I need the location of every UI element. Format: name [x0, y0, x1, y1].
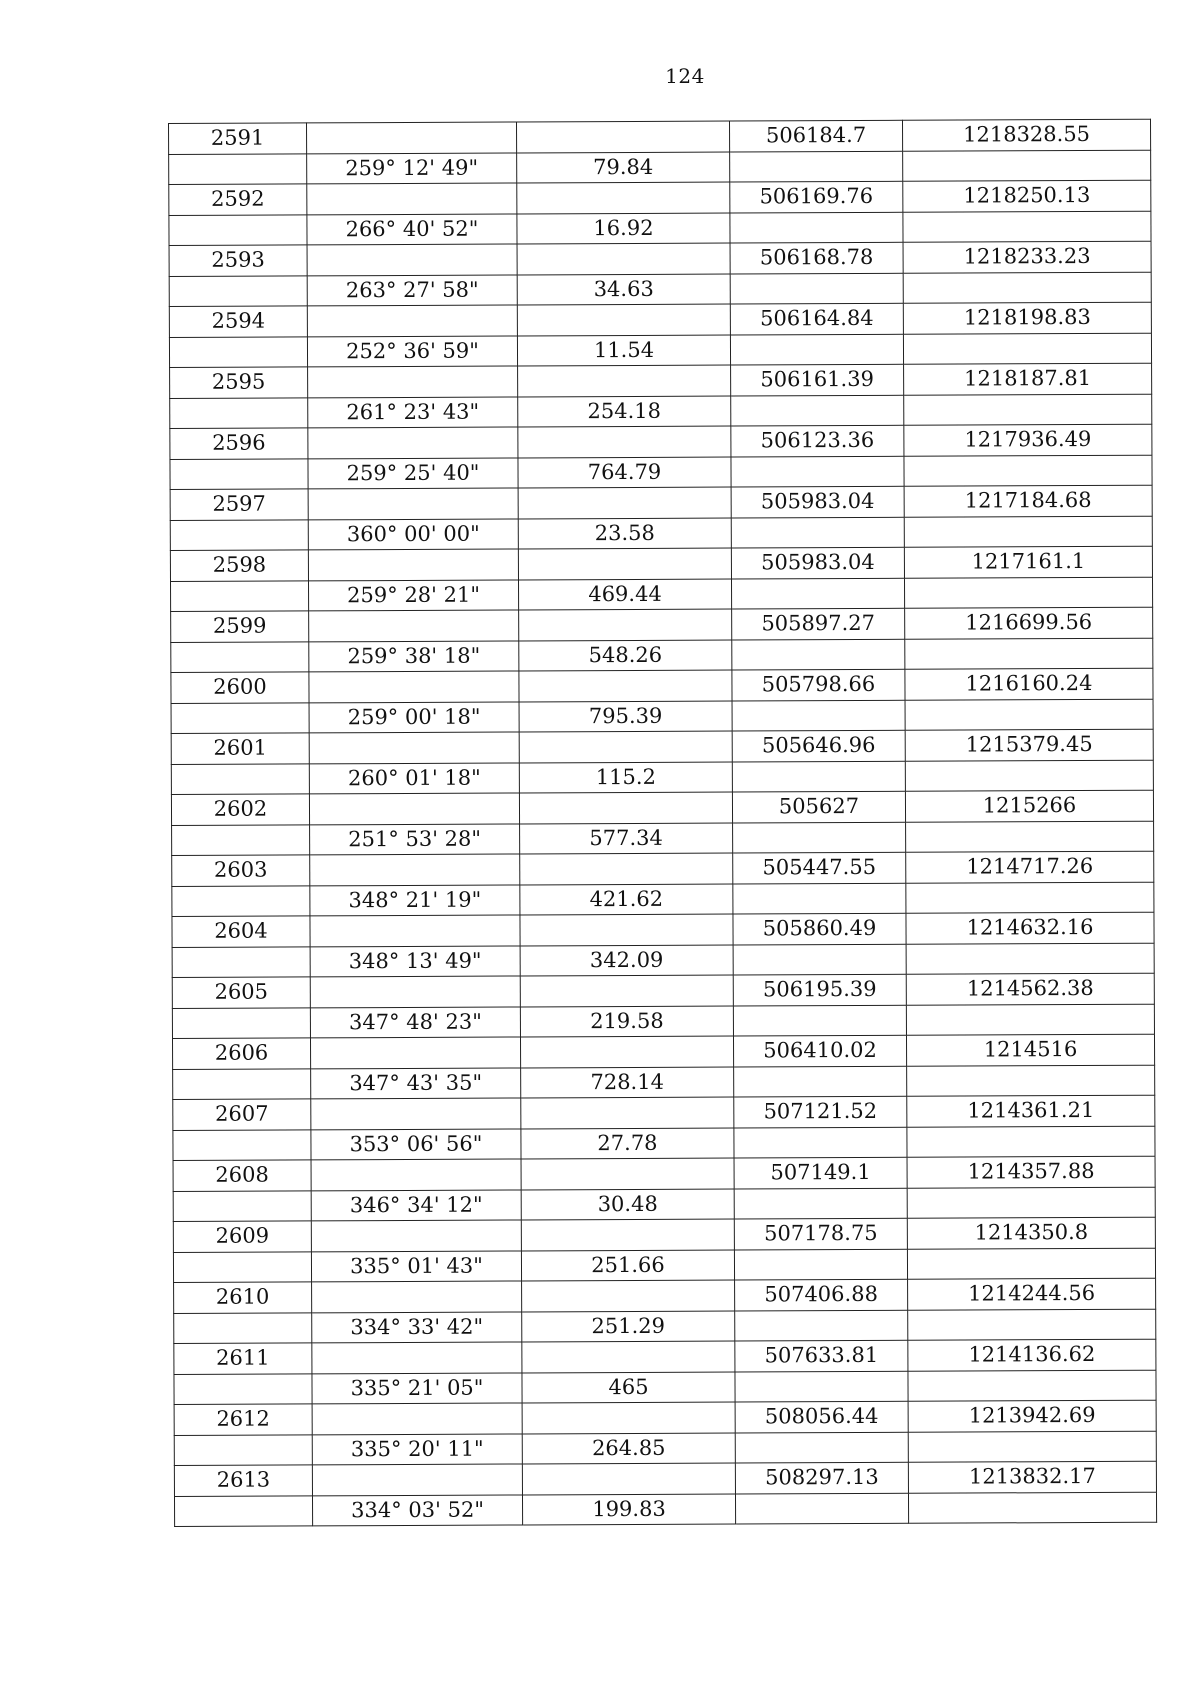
northing-cell: 507633.81 — [735, 1340, 908, 1371]
empty-northing-cell — [730, 334, 903, 365]
station-row — [169, 119, 1151, 154]
station-row — [171, 607, 1153, 642]
empty-station-cell — [172, 1007, 310, 1038]
empty-easting-cell — [905, 638, 1153, 670]
empty-easting-cell — [905, 699, 1153, 731]
station-row — [173, 1217, 1155, 1252]
bearing-cell: 353° 06' 56" — [311, 1128, 521, 1159]
bearing-cell: 261° 23' 43" — [308, 396, 518, 427]
empty-bearing-cell — [310, 1037, 520, 1068]
station-cell: 2602 — [171, 794, 309, 825]
empty-station-cell — [173, 1129, 311, 1160]
bearing-cell: 348° 21' 19" — [310, 884, 520, 915]
bearing-cell: 360° 00' 00" — [308, 518, 518, 549]
empty-bearing-cell — [307, 305, 517, 336]
station-cell: 2599 — [171, 611, 309, 642]
easting-cell: 1216699.56 — [905, 607, 1153, 639]
empty-station-cell — [174, 1495, 312, 1526]
empty-easting-cell — [906, 1004, 1154, 1036]
table-body — [169, 119, 1157, 1526]
bearing-cell: 252° 36' 59" — [307, 335, 517, 366]
empty-distance-cell — [522, 1341, 735, 1372]
station-cell: 2613 — [174, 1465, 312, 1496]
empty-easting-cell — [907, 1126, 1155, 1158]
station-cell: 2592 — [169, 184, 307, 215]
station-cell: 2594 — [169, 306, 307, 337]
empty-northing-cell — [733, 822, 906, 853]
traverse-leg-row — [173, 1065, 1155, 1100]
northing-cell: 505983.04 — [731, 486, 904, 517]
traverse-leg-row — [172, 1004, 1154, 1039]
empty-distance-cell — [518, 548, 731, 579]
easting-cell: 1217936.49 — [904, 424, 1152, 456]
empty-distance-cell — [518, 426, 731, 457]
empty-distance-cell — [517, 304, 730, 335]
traverse-leg-row — [172, 821, 1154, 856]
traverse-leg-row — [172, 882, 1154, 917]
northing-cell: 507149.1 — [734, 1157, 907, 1188]
station-row — [170, 485, 1152, 520]
empty-distance-cell — [518, 365, 731, 396]
station-row — [174, 1461, 1156, 1496]
empty-bearing-cell — [309, 671, 519, 702]
empty-northing-cell — [734, 1127, 907, 1158]
station-cell: 2597 — [170, 489, 308, 520]
station-row — [172, 973, 1154, 1008]
empty-distance-cell — [520, 1036, 733, 1067]
empty-northing-cell — [730, 212, 903, 243]
empty-easting-cell — [905, 760, 1153, 792]
empty-easting-cell — [908, 1370, 1156, 1402]
bearing-cell: 347° 43' 35" — [311, 1067, 521, 1098]
station-cell: 2591 — [169, 123, 307, 154]
empty-distance-cell — [522, 1402, 735, 1433]
easting-cell: 1214357.88 — [907, 1156, 1155, 1188]
empty-northing-cell — [733, 1005, 906, 1036]
station-cell: 2611 — [174, 1343, 312, 1374]
easting-cell: 1214361.21 — [907, 1095, 1155, 1127]
empty-northing-cell — [731, 517, 904, 548]
northing-cell: 506195.39 — [733, 974, 906, 1005]
empty-bearing-cell — [312, 1464, 522, 1495]
distance-cell: 27.78 — [521, 1128, 734, 1159]
empty-bearing-cell — [312, 1403, 522, 1434]
empty-easting-cell — [908, 1431, 1156, 1463]
bearing-cell: 260° 01' 18" — [309, 762, 519, 793]
empty-easting-cell — [904, 394, 1152, 426]
empty-bearing-cell — [308, 366, 518, 397]
easting-cell: 1214350.8 — [907, 1217, 1155, 1249]
empty-distance-cell — [522, 1463, 735, 1494]
traverse-leg-row — [173, 1248, 1155, 1283]
empty-northing-cell — [734, 1066, 907, 1097]
easting-cell: 1214632.16 — [906, 912, 1154, 944]
distance-cell: 577.34 — [520, 823, 733, 854]
empty-easting-cell — [903, 333, 1151, 365]
distance-cell: 465 — [522, 1372, 735, 1403]
empty-station-cell — [173, 1068, 311, 1099]
empty-station-cell — [172, 885, 310, 916]
empty-bearing-cell — [311, 1220, 521, 1251]
empty-distance-cell — [521, 1158, 734, 1189]
distance-cell: 79.84 — [517, 152, 730, 183]
station-cell: 2596 — [170, 428, 308, 459]
easting-cell: 1218233.23 — [903, 241, 1151, 273]
easting-cell: 1213942.69 — [908, 1400, 1156, 1432]
station-row — [174, 1339, 1156, 1374]
northing-cell: 505627 — [732, 791, 905, 822]
northing-cell: 505447.55 — [733, 852, 906, 883]
bearing-cell: 263° 27' 58" — [307, 274, 517, 305]
northing-cell: 505798.66 — [732, 669, 905, 700]
station-cell: 2607 — [173, 1099, 311, 1130]
station-cell: 2593 — [169, 245, 307, 276]
distance-cell: 219.58 — [520, 1006, 733, 1037]
traverse-leg-row — [174, 1309, 1156, 1344]
distance-cell: 342.09 — [520, 945, 733, 976]
traverse-leg-row — [173, 1187, 1155, 1222]
empty-northing-cell — [732, 700, 905, 731]
empty-station-cell — [174, 1434, 312, 1465]
empty-bearing-cell — [310, 854, 520, 885]
distance-cell: 764.79 — [518, 457, 731, 488]
station-row — [172, 851, 1154, 886]
empty-northing-cell — [734, 1188, 907, 1219]
empty-distance-cell — [519, 609, 732, 640]
empty-easting-cell — [907, 1187, 1155, 1219]
empty-bearing-cell — [308, 427, 518, 458]
station-row — [170, 363, 1152, 398]
empty-bearing-cell — [307, 183, 517, 214]
traverse-leg-row — [169, 150, 1151, 185]
easting-cell: 1218250.13 — [903, 180, 1151, 212]
empty-easting-cell — [903, 150, 1151, 182]
empty-station-cell — [172, 824, 310, 855]
empty-station-cell — [171, 641, 309, 672]
traverse-leg-row — [173, 1126, 1155, 1161]
northing-cell: 505646.96 — [732, 730, 905, 761]
distance-cell: 264.85 — [522, 1433, 735, 1464]
station-row — [171, 668, 1153, 703]
bearing-cell: 334° 33' 42" — [312, 1311, 522, 1342]
distance-cell: 34.63 — [517, 274, 730, 305]
traverse-leg-row — [174, 1492, 1156, 1527]
empty-northing-cell — [733, 944, 906, 975]
empty-station-cell — [170, 580, 308, 611]
station-cell: 2601 — [171, 733, 309, 764]
empty-distance-cell — [519, 792, 732, 823]
empty-station-cell — [169, 153, 307, 184]
empty-northing-cell — [731, 456, 904, 487]
traverse-leg-row — [170, 516, 1152, 551]
station-row — [170, 546, 1152, 581]
empty-easting-cell — [904, 455, 1152, 487]
station-cell: 2604 — [172, 916, 310, 947]
station-row — [169, 180, 1151, 215]
empty-northing-cell — [734, 1249, 907, 1280]
station-cell: 2612 — [174, 1404, 312, 1435]
station-cell: 2595 — [170, 367, 308, 398]
northing-cell: 506123.36 — [731, 425, 904, 456]
empty-bearing-cell — [310, 915, 520, 946]
empty-station-cell — [169, 275, 307, 306]
easting-cell: 1215379.45 — [905, 729, 1153, 761]
empty-northing-cell — [735, 1432, 908, 1463]
station-cell: 2609 — [173, 1221, 311, 1252]
easting-cell: 1215266 — [905, 790, 1153, 822]
page-number: 124 — [665, 64, 705, 88]
northing-cell: 507178.75 — [734, 1218, 907, 1249]
traverse-leg-row — [171, 638, 1153, 673]
bearing-cell: 348° 13' 49" — [310, 945, 520, 976]
empty-easting-cell — [907, 1065, 1155, 1097]
station-row — [173, 1156, 1155, 1191]
empty-distance-cell — [517, 243, 730, 274]
empty-bearing-cell — [308, 549, 518, 580]
station-cell: 2603 — [172, 855, 310, 886]
station-cell: 2598 — [170, 550, 308, 581]
empty-distance-cell — [517, 182, 730, 213]
easting-cell: 1213832.17 — [908, 1461, 1156, 1493]
bearing-cell: 259° 00' 18" — [309, 701, 519, 732]
distance-cell: 30.48 — [521, 1189, 734, 1220]
traverse-leg-row — [169, 211, 1151, 246]
empty-bearing-cell — [309, 793, 519, 824]
bearing-cell: 334° 03' 52" — [312, 1494, 522, 1525]
distance-cell: 251.66 — [521, 1250, 734, 1281]
empty-distance-cell — [520, 914, 733, 945]
distance-cell: 115.2 — [519, 762, 732, 793]
easting-cell: 1218187.81 — [904, 363, 1152, 395]
bearing-cell: 346° 34' 12" — [311, 1189, 521, 1220]
traverse-leg-row — [169, 272, 1151, 307]
traverse-leg-row — [174, 1370, 1156, 1405]
station-cell: 2608 — [173, 1160, 311, 1191]
empty-station-cell — [170, 458, 308, 489]
northing-cell: 508297.13 — [735, 1462, 908, 1493]
station-row — [174, 1400, 1156, 1435]
bearing-cell: 259° 25' 40" — [308, 457, 518, 488]
northing-cell: 506410.02 — [733, 1035, 906, 1066]
empty-northing-cell — [732, 639, 905, 670]
empty-bearing-cell — [310, 976, 520, 1007]
empty-distance-cell — [521, 1219, 734, 1250]
northing-cell: 506161.39 — [731, 364, 904, 395]
easting-cell: 1214136.62 — [908, 1339, 1156, 1371]
easting-cell: 1214516 — [906, 1034, 1154, 1066]
empty-easting-cell — [904, 516, 1152, 548]
distance-cell: 11.54 — [517, 335, 730, 366]
empty-bearing-cell — [309, 732, 519, 763]
bearing-cell: 266° 40' 52" — [307, 213, 517, 244]
distance-cell: 795.39 — [519, 701, 732, 732]
empty-bearing-cell — [308, 488, 518, 519]
northing-cell: 506164.84 — [730, 303, 903, 334]
easting-cell: 1217161.1 — [904, 546, 1152, 578]
empty-station-cell — [172, 946, 310, 977]
empty-easting-cell — [908, 1492, 1156, 1524]
empty-easting-cell — [904, 577, 1152, 609]
empty-easting-cell — [907, 1248, 1155, 1280]
distance-cell: 728.14 — [521, 1067, 734, 1098]
station-row — [169, 241, 1151, 276]
empty-station-cell — [174, 1373, 312, 1404]
easting-cell: 1214717.26 — [906, 851, 1154, 883]
northing-cell: 505983.04 — [731, 547, 904, 578]
northing-cell: 506169.76 — [730, 181, 903, 212]
northing-cell: 507406.88 — [735, 1279, 908, 1310]
station-row — [172, 1034, 1154, 1069]
traverse-leg-row — [171, 760, 1153, 795]
empty-northing-cell — [735, 1371, 908, 1402]
easting-cell: 1214562.38 — [906, 973, 1154, 1005]
northing-cell: 508056.44 — [735, 1401, 908, 1432]
distance-cell: 548.26 — [519, 640, 732, 671]
northing-cell: 505860.49 — [733, 913, 906, 944]
station-row — [169, 302, 1151, 337]
northing-cell: 506168.78 — [730, 242, 903, 273]
distance-cell: 251.29 — [522, 1311, 735, 1342]
empty-northing-cell — [735, 1310, 908, 1341]
empty-distance-cell — [518, 487, 731, 518]
northing-cell: 507121.52 — [734, 1096, 907, 1127]
empty-station-cell — [173, 1190, 311, 1221]
empty-easting-cell — [908, 1309, 1156, 1341]
empty-bearing-cell — [311, 1159, 521, 1190]
distance-cell: 199.83 — [522, 1494, 735, 1525]
distance-cell: 421.62 — [520, 884, 733, 915]
bearing-cell: 335° 21' 05" — [312, 1372, 522, 1403]
traverse-leg-row — [170, 394, 1152, 429]
northing-cell: 506184.7 — [729, 120, 902, 151]
empty-station-cell — [169, 214, 307, 245]
distance-cell: 469.44 — [518, 579, 731, 610]
easting-cell: 1218328.55 — [902, 119, 1150, 151]
empty-easting-cell — [903, 272, 1151, 304]
empty-station-cell — [173, 1251, 311, 1282]
empty-northing-cell — [730, 273, 903, 304]
empty-distance-cell — [520, 853, 733, 884]
empty-northing-cell — [731, 395, 904, 426]
station-cell: 2600 — [171, 672, 309, 703]
station-row — [171, 790, 1153, 825]
empty-station-cell — [169, 336, 307, 367]
empty-bearing-cell — [307, 122, 517, 153]
empty-station-cell — [171, 763, 309, 794]
station-cell: 2610 — [174, 1282, 312, 1313]
empty-distance-cell — [519, 731, 732, 762]
empty-northing-cell — [730, 151, 903, 182]
empty-northing-cell — [733, 883, 906, 914]
northing-cell: 505897.27 — [732, 608, 905, 639]
station-row — [172, 912, 1154, 947]
bearing-cell: 259° 38' 18" — [309, 640, 519, 671]
traverse-leg-row — [170, 455, 1152, 490]
station-cell: 2605 — [172, 977, 310, 1008]
bearing-cell: 259° 28' 21" — [308, 579, 518, 610]
empty-easting-cell — [903, 211, 1151, 243]
empty-bearing-cell — [307, 244, 517, 275]
empty-easting-cell — [906, 943, 1154, 975]
distance-cell: 16.92 — [517, 213, 730, 244]
station-row — [174, 1278, 1156, 1313]
empty-distance-cell — [522, 1280, 735, 1311]
traverse-leg-row — [174, 1431, 1156, 1466]
distance-cell: 23.58 — [518, 518, 731, 549]
station-cell: 2606 — [172, 1038, 310, 1069]
empty-bearing-cell — [312, 1342, 522, 1373]
traverse-leg-row — [169, 333, 1151, 368]
station-row — [173, 1095, 1155, 1130]
empty-distance-cell — [520, 975, 733, 1006]
traverse-leg-row — [170, 577, 1152, 612]
empty-station-cell — [174, 1312, 312, 1343]
empty-easting-cell — [906, 821, 1154, 853]
bearing-cell: 347° 48' 23" — [310, 1006, 520, 1037]
station-row — [171, 729, 1153, 764]
bearing-cell: 335° 20' 11" — [312, 1433, 522, 1464]
easting-cell: 1218198.83 — [903, 302, 1151, 334]
empty-northing-cell — [732, 761, 905, 792]
easting-cell: 1216160.24 — [905, 668, 1153, 700]
empty-easting-cell — [906, 882, 1154, 914]
bearing-cell: 335° 01' 43" — [311, 1250, 521, 1281]
bearing-cell: 259° 12' 49" — [307, 152, 517, 183]
empty-bearing-cell — [311, 1098, 521, 1129]
empty-station-cell — [171, 702, 309, 733]
easting-cell: 1214244.56 — [908, 1278, 1156, 1310]
empty-northing-cell — [735, 1493, 908, 1524]
empty-station-cell — [170, 397, 308, 428]
survey-coordinates-table — [168, 119, 1157, 1527]
empty-northing-cell — [731, 578, 904, 609]
traverse-leg-row — [172, 943, 1154, 978]
empty-distance-cell — [519, 670, 732, 701]
empty-bearing-cell — [309, 610, 519, 641]
distance-cell: 254.18 — [518, 396, 731, 427]
empty-distance-cell — [516, 121, 729, 152]
empty-bearing-cell — [312, 1281, 522, 1312]
station-row — [170, 424, 1152, 459]
bearing-cell: 251° 53' 28" — [310, 823, 520, 854]
easting-cell: 1217184.68 — [904, 485, 1152, 517]
empty-station-cell — [170, 519, 308, 550]
traverse-leg-row — [171, 699, 1153, 734]
empty-distance-cell — [521, 1097, 734, 1128]
